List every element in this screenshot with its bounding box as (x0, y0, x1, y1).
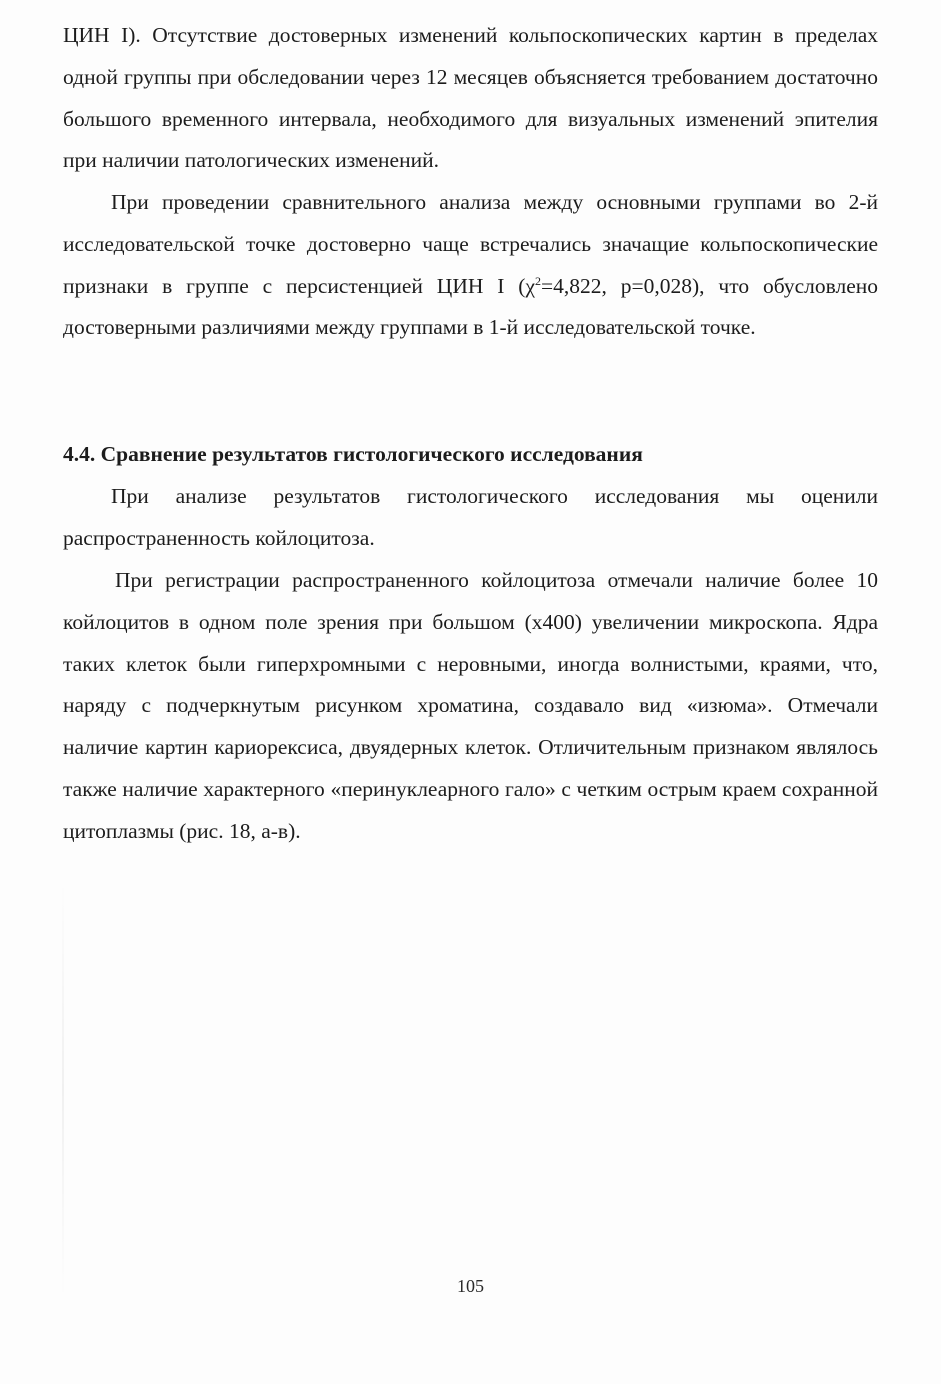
section-heading: 4.4. Сравнение результатов гистологического исследования (63, 442, 643, 466)
paragraph-4-text: При регистрации распространенного койлоцитоза отмечали наличие более 10 койлоцитов в одном поле зрения при большом (x400) увеличении микроскопа. Ядра таких клеток были гиперхромными с неровными, иногда волнистыми, краями, что, наряду с подчеркнутым рисунком хроматина, создавало вид «изюма». Отмечали наличие картин кариорексиса, двуядерных клеток. Отличительным признаком являлось также наличие характерного «перинуклеарного гало» с четким острым краем сохранной цитоплазмы (рис. 18, а-в). (63, 568, 878, 843)
paragraph-continuation (63, 15, 878, 182)
chi-square-superscript: 2 (535, 273, 541, 288)
paragraph-comparative-analysis (63, 182, 878, 349)
scan-shadow (62, 880, 64, 1300)
paragraph-histology-intro (63, 476, 878, 560)
paragraph-2-text-after: =4,822, p=0,028), что обусловлено достоверными различиями между группами в 1-й исследовательской точке. (63, 273, 878, 340)
paragraph-koilocytosis (63, 560, 878, 853)
paragraph-3-text: При анализе результатов гистологического исследования мы оценили распространенность койлоцитоза. (63, 484, 878, 550)
paragraph-2-text-before: При проведении сравнительного анализа между основными группами во 2-й исследовательской точке достоверно чаще встречались значащие кольпоскопические признаки в группе с персистенцией ЦИН I (χ (63, 190, 878, 298)
paragraph-1-text: ЦИН I). Отсутствие достоверных изменений кольпоскопических картин в пределах одной группы при обследовании через 12 месяцев объясняется требованием достаточно большого временного интервала, необходимого для визуальных изменений эпителия при наличии патологических изменений. (63, 23, 878, 173)
page-number: 105 (457, 1276, 484, 1296)
